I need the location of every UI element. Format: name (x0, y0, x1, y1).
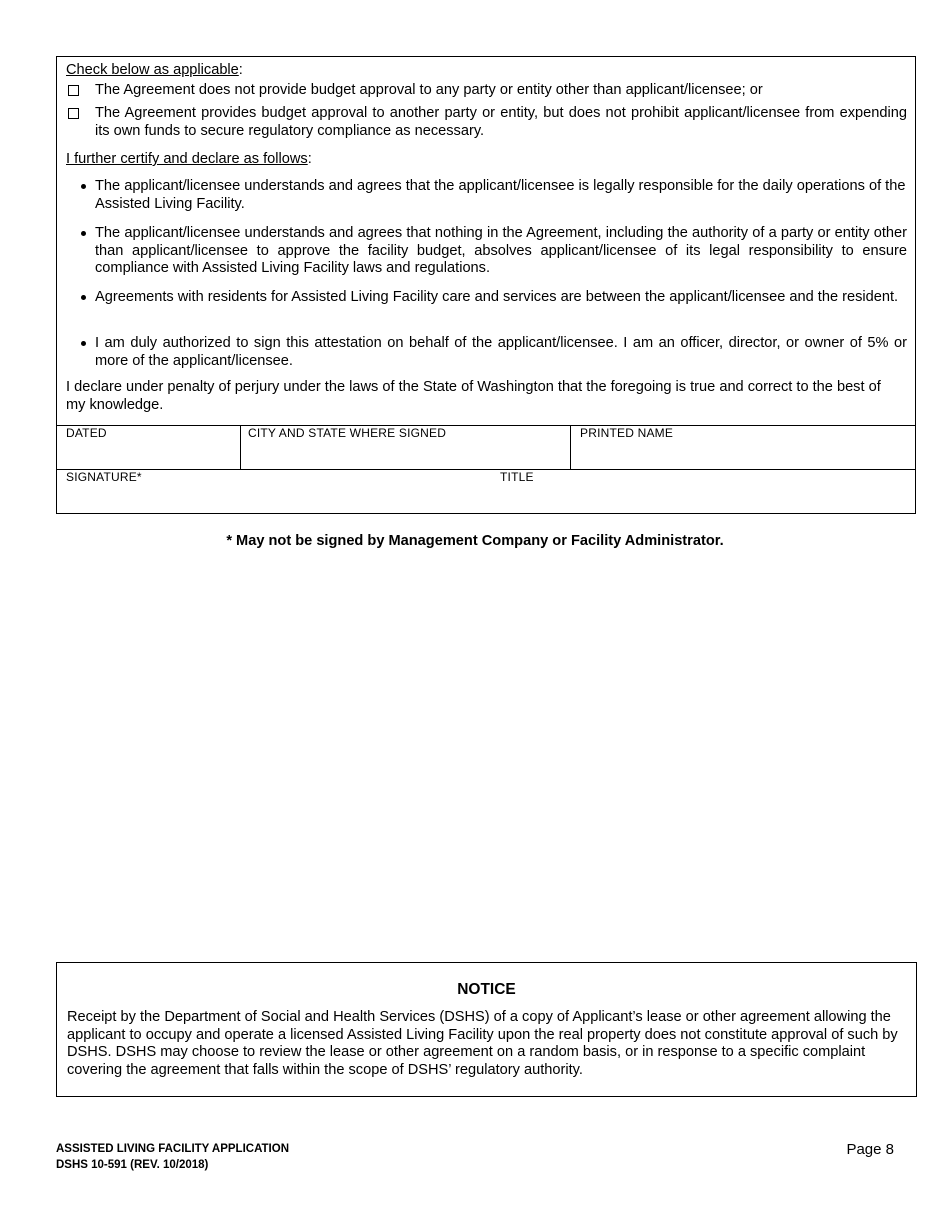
bullet-4-text: I am duly authorized to sign this attestation on behalf of the applicant/licensee. I am an officer, director, or owner of 5% or more of the applicant/licensee. (95, 335, 907, 369)
option-2-text: The Agreement provides budget approval to another party or entity, but does not prohibit applicant/licensee from expending its own funds to secure regulatory compliance as necessary. (95, 105, 907, 139)
grid-divider (57, 469, 915, 470)
bullet-dot (81, 295, 86, 300)
notice-box (56, 962, 917, 1097)
title-field[interactable]: TITLE (500, 470, 534, 484)
option-1-text: The Agreement does not provide budget approval to any party or entity other than applicant/licensee; or (95, 82, 763, 98)
bullet-3-text: Agreements with residents for Assisted Living Facility care and services are between the applicant/licensee and the resident. (95, 289, 899, 305)
signing-note: * May not be signed by Management Company or Facility Administrator. (226, 533, 724, 549)
certify-heading: I further certify and declare as follows: (66, 151, 312, 167)
bullet-dot (81, 184, 86, 189)
form-number: DSHS 10-591 (REV. 10/2018) (56, 1159, 209, 1171)
page-number: Page 8 (846, 1141, 894, 1158)
dated-field[interactable]: DATED (66, 426, 107, 440)
city-state-field[interactable]: CITY AND STATE WHERE SIGNED (248, 426, 447, 440)
grid-divider (570, 425, 571, 469)
option-2-checkbox[interactable] (68, 108, 79, 119)
check-heading: Check below as applicable: (66, 62, 243, 78)
declaration-text: I declare under penalty of perjury under the laws of the State of Washington that the foregoing is true and correct to the best of my knowledge. (66, 379, 881, 413)
notice-title: NOTICE (457, 981, 516, 998)
bullet-dot (81, 341, 86, 346)
option-1-checkbox[interactable] (68, 85, 79, 96)
grid-divider (240, 425, 241, 469)
printed-name-field[interactable]: PRINTED NAME (580, 426, 674, 440)
notice-body: Receipt by the Department of Social and Health Services (DSHS) of a copy of Applicant’s lease or other agreement allowing the applicant to occupy and operate a licensed Assisted Living Facility upon the real property does not constitute approval of such by DSHS. DSHS may choose to review the lease or other agreement on a random basis, or in response to a specific complaint covering the agreement that falls within the scope of DSHS’ regulatory authority. (67, 1009, 898, 1078)
bullet-2-text: The applicant/licensee understands and agrees that nothing in the Agreement, including the authority of a party or entity other than applicant/licensee to approve the facility budget, absolves applicant/licensee of its legal responsibility to ensure compliance with Assisted Living Facility laws and regulations. (95, 225, 907, 276)
signature-field[interactable]: SIGNATURE* (66, 470, 142, 484)
bullet-1-text: The applicant/licensee understands and agrees that the applicant/licensee is legally responsible for the daily operations of the Assisted Living Facility. (95, 178, 906, 212)
attestation-box (56, 56, 916, 514)
grid-divider (57, 425, 915, 426)
bullet-dot (81, 231, 86, 236)
form-title: ASSISTED LIVING FACILITY APPLICATION (56, 1143, 289, 1155)
